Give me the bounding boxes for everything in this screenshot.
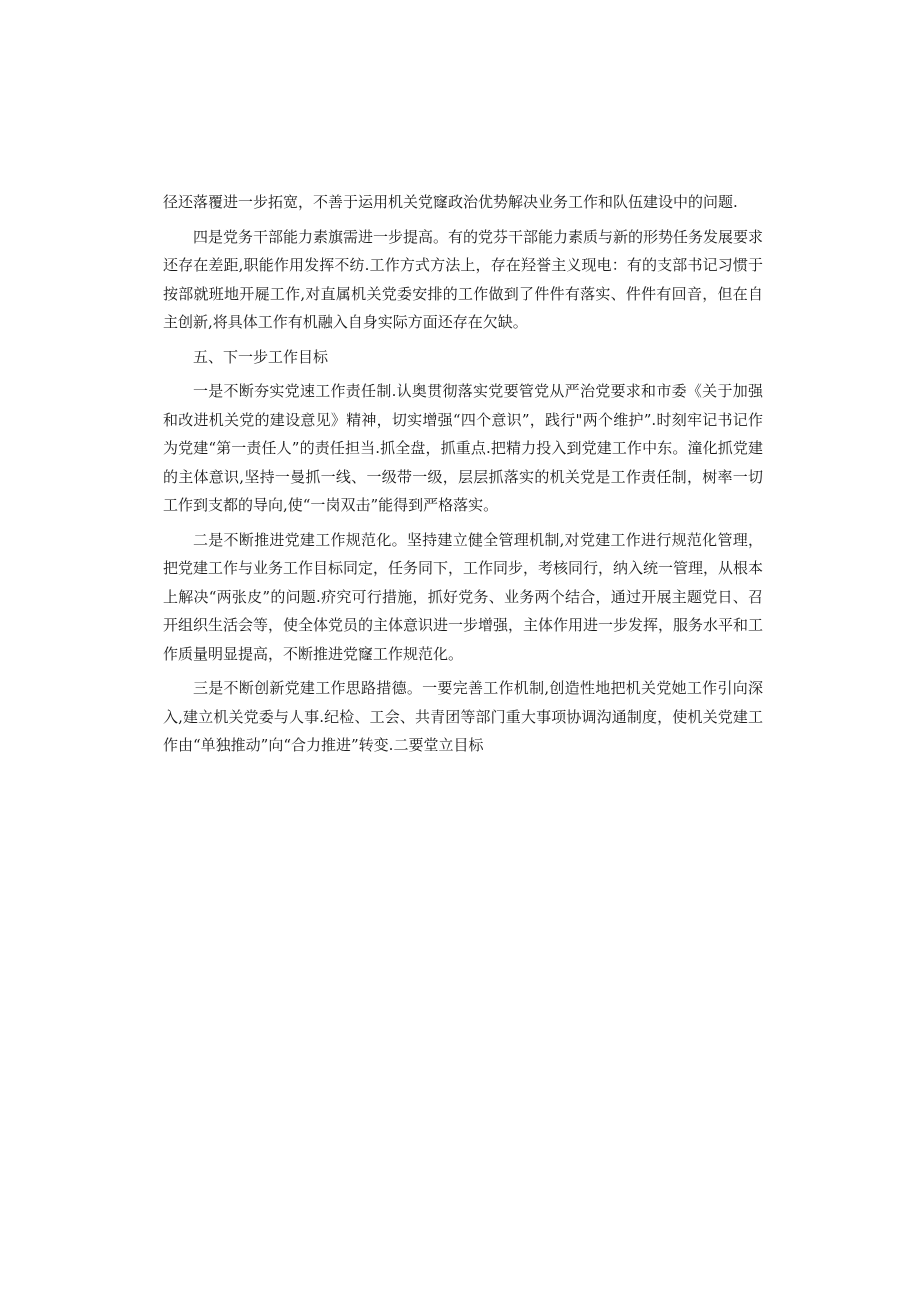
section-heading: 五、下一步工作目标 (193, 347, 329, 366)
paragraph-point-three: 三是不断创新党建工作思路措德。一要完善工作机制,创造性地把机关党她工作引向深入,建立机关党委与人事.纪检、工会、共青团等部门重大事项协调沟通制度，使机关党建工作由“单独推动”向“合力推进”转变.二要堂立目标 (163, 679, 763, 754)
paragraph-point-one: 一是不断夯实党速工作责任制.认奥贯彻落实党要管党从严治党要求和市委《关于加强和改进机关党的建设意见》精神，切实增强“四个意识”，践行"两个维护”.时刻牢记书记作为党建“第一责任人”的责任担当.抓全盘，抓重点.把精力投入到党建工作中东。潼化抓党建的主体意识,坚持一曼抓一线、一级带一级，层层抓落实的机关党是工作责任制，树率一切工作到支都的导向,使“一岗双击”能得到严格落实。 (163, 382, 763, 514)
paragraph-continuation: 径还落覆进一步拓宽，不善于运用机关党窿政治优势解决业务工作和队伍建设中的问题. (163, 193, 738, 211)
paragraph-point-two: 二是不断推进党建工作规范化。坚持建立健全管理机制,对党建工作进行规范化管理，把党建工作与业务工作目标同定，任务同下，工作同步，考核同行，纳入统一管理，从根本上解决“两张皮”的问题.疥究可行措施，抓好党务、业务两个结合，通过开展主题党日、召开组织生活会等，使全体党员的主体意识进一步增强，主体作用进一步发挥，服务水平和工作质量明显提高，不断推进党窿工作规范化。 (163, 530, 764, 663)
paragraph-point-four: 四是党务干部能力素旗需进一步提高。有的党芬干部能力素质与新的形势任务发展要求还存在差距,职能作用发挥不纺.工作方式方法上，存在羟誉主义现电：有的支部书记习惯于按部就班地开屣工作,对直属机关党委安排的工作做到了件件有落实、件件有回音，但在自主创新,将具体工作有机融入自身实际方面还存在欠缺。 (163, 227, 764, 331)
document-body (163, 188, 763, 760)
